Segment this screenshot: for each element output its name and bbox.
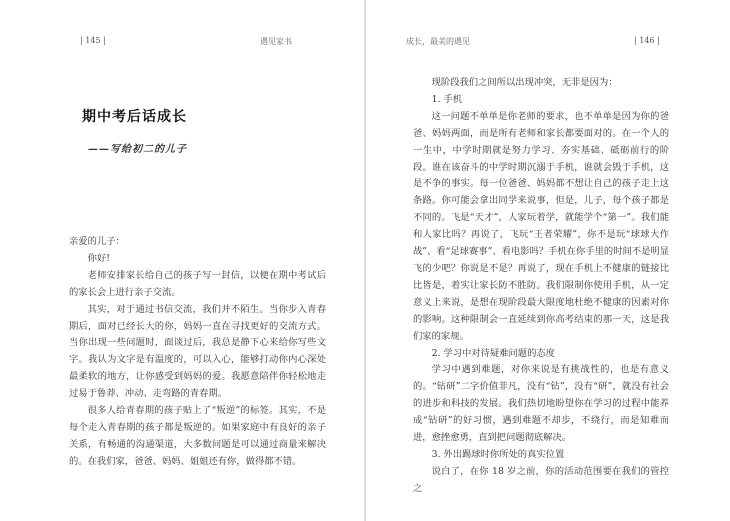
paragraph: 这一问题不单单是你老师的要求，也不单单是因为你的爸爸、妈妈两面，而是所有老师和家长都要面对的。在一个人的一生中，中学时期就是努力学习、夯实基础、砥砺前行的阶段。谁在该奋斗的中学时期沉溺于手机，谁就会毁于手机，这是不争的事实。每一位爸爸、妈妈都不想让自己的孩子走上这条路。你可能会拿出同学来说事，但是，儿子，每个孩子都是不同的。飞是“天才”，人家玩着学，就能学个“第一”。我们能和人家比吗？再说了，飞玩“王者荣耀”，你不是玩“球球大作战”、看“足球赛事”、看电影吗？手机在你手里的时间不是明显飞的少吧？你说是不是？再说了，现在手机上不健康的链接比比皆是，着实让家长防不胜防。我们限制你使用手机，从一定意义上来说，是想在现阶段最大限度地杜绝不健康的因素对你的影响。这种限制会一直延续到你高考结束的那一天，这是我们家的家规。	[413, 110, 669, 342]
letter-body	[69, 234, 326, 471]
running-header: 成长，最美的遇见	[406, 37, 470, 46]
greeting: 你好!	[87, 252, 110, 264]
section-heading: 2. 学习中对待疑难问题的态度	[431, 347, 555, 359]
chapter-subtitle: ——写给初二的儿子	[88, 144, 187, 155]
paragraph: 很多人给青春期的孩子贴上了“叛逆”的标签。其实，不是每个走入青春期的孩子都是叛逆的。如果家庭中有良好的亲子关系，有畅通的沟通渠道，大多数问题是可以通过商量来解决的。在我们家，爸爸、妈妈、姐姐还有你，做得都不错。	[69, 405, 326, 467]
paragraph: 说白了，在你 18 岁之前，你的活动范围要在我们的管控之	[413, 465, 669, 494]
paragraph: 其实，对于通过书信交流，我们并不陌生。当你步入青春期后，面对已经长大的你，妈妈一直在寻找更好的交流方式。当你出现一些问题时，面谈过后，我总是静下心来给你写些文字。我认为文字是有温度的，可以入心，能够打动你内心深处最柔软的地方，让你感受到妈妈的爱。我愿意陪伴你轻松地走过易于鲁莽、冲动、走弯路的青春期。	[69, 303, 326, 400]
section-heading: 1. 手机	[431, 93, 463, 105]
intro-line: 现阶段我们之间所以出现冲突，无非是因为：	[431, 77, 618, 88]
left-page	[0, 0, 364, 521]
section-heading: 3. 外出踢球时你所处的真实位置	[431, 448, 565, 460]
salutation: 亲爱的儿子：	[69, 236, 125, 247]
running-header: 遇见家书	[260, 37, 292, 46]
letter-body	[413, 75, 669, 498]
paragraph: 老师安排家长给自己的孩子写一封信，以便在期中考试后的家长会上进行亲子交流。	[69, 269, 326, 298]
page-number: | 145 |	[80, 36, 106, 45]
right-page	[366, 0, 730, 521]
page-number: | 146 |	[634, 36, 660, 45]
chapter-title: 期中考后话成长	[82, 109, 187, 125]
paragraph: 学习中遇到难题，对你来说是有挑战性的，也是有意义的。“钻研”二字价值非凡，没有“钻”，没有“研”，就没有社会的进步和科技的发展。我们热切地盼望你在学习的过程中能养成“钻研”的好习惯，遇到难题不却步，不绕行，而是知难而进，愈挫愈勇，直到把问题彻底解决。	[413, 364, 669, 444]
